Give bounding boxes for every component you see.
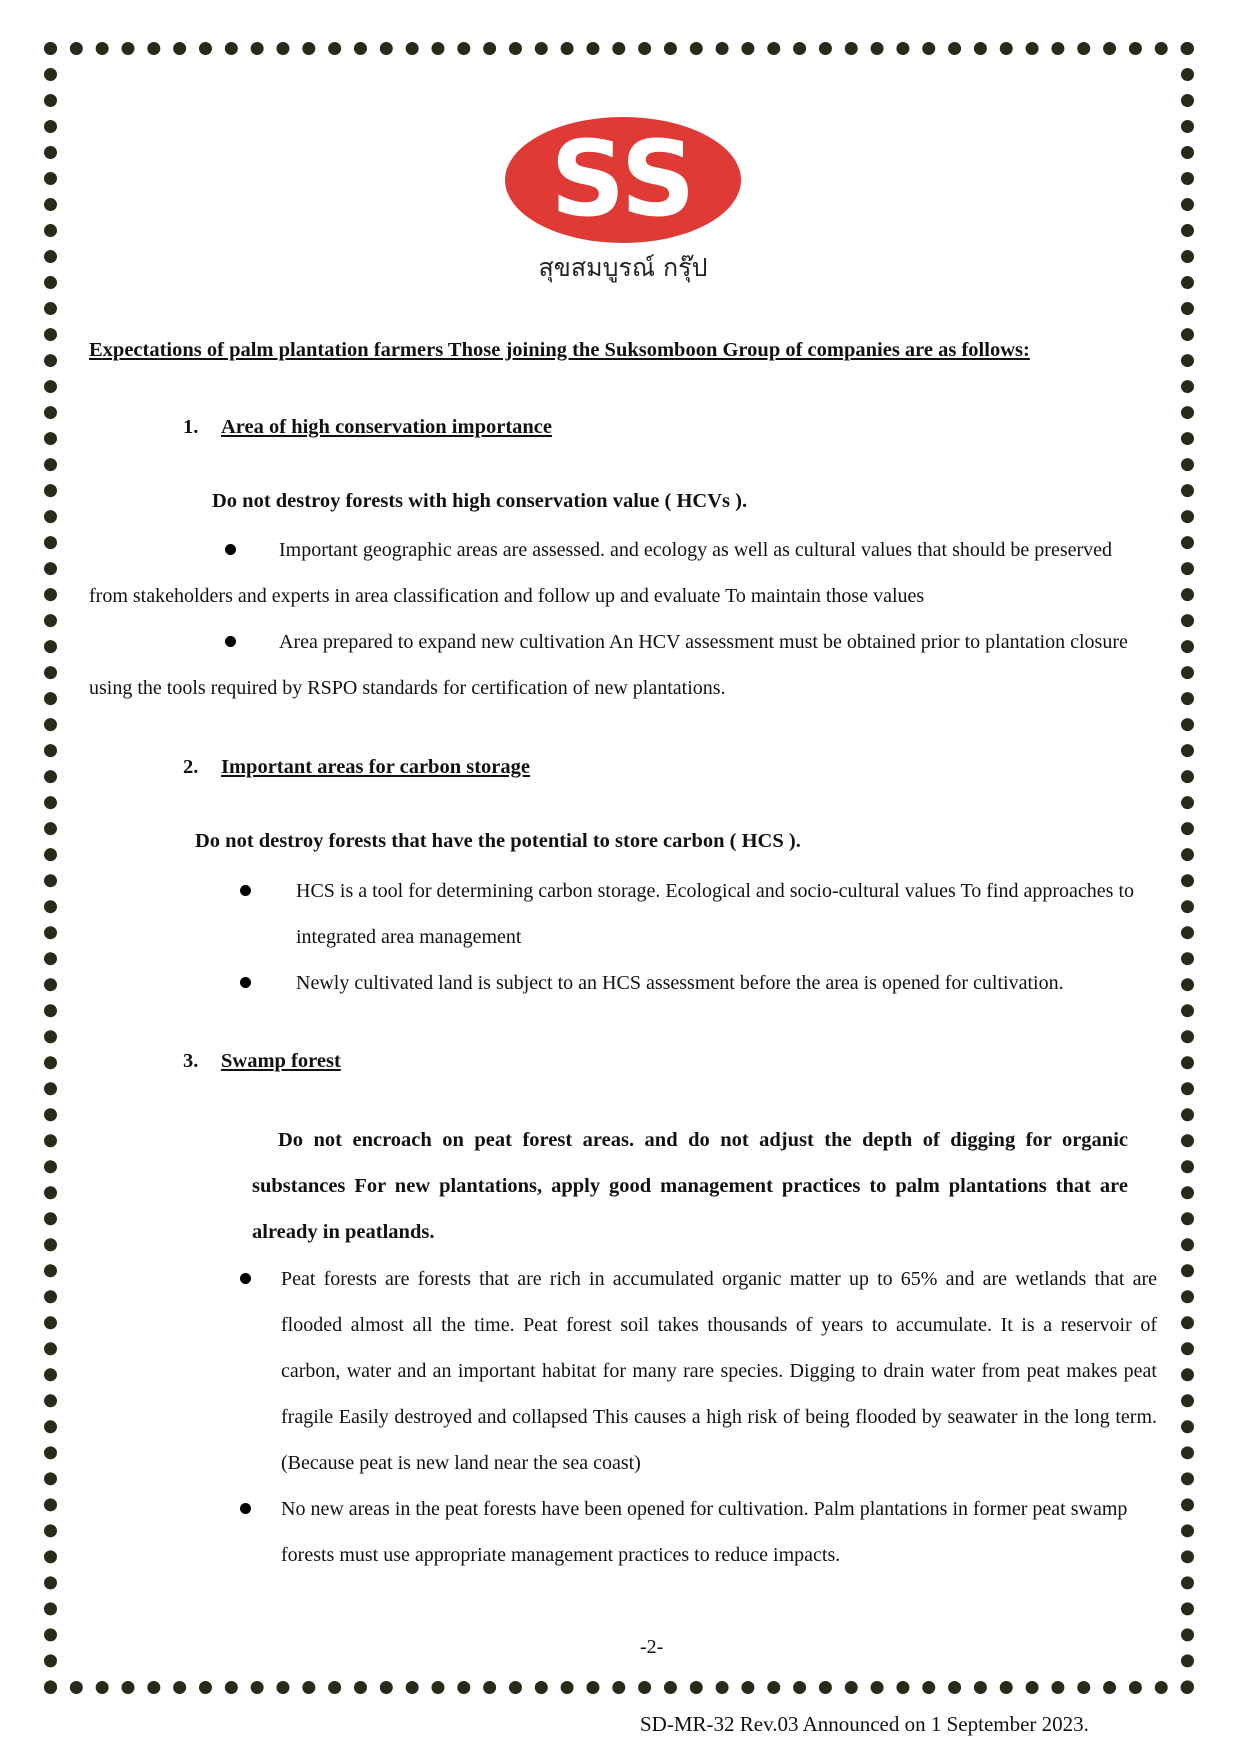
section-3-title — [183, 1050, 341, 1073]
section-label: Swamp forest — [221, 1050, 341, 1072]
section-3-bullet-1: Peat forests are forests that are rich in accumulated organic matter up to 65% and are wetlands that are flooded almost all the time. Peat forest soil takes thousands of years to accumulate. It is a reservoir of carbon, water and an important habitat for many rare species. Digging to drain water from peat makes peat fragile Easily destroyed and collapsed This causes a high risk of being flooded by seawater in the long term. (Because peat is new land near the sea coast) — [281, 1268, 1157, 1474]
section-number: 1. — [183, 416, 199, 438]
section-2-lead: Do not destroy forests that have the potential to store carbon ( HCS ). — [195, 830, 801, 852]
svg-text:SS: SS — [550, 118, 696, 240]
bullet-icon — [240, 977, 251, 988]
section-1-bullet-1: Important geographic areas are assessed. and ecology as well as cultural values that should be preserved from stakeholders and experts in area classification and follow up and evaluate To maintain those values — [89, 539, 1113, 607]
bullet-icon — [240, 1503, 251, 1514]
section-number: 2. — [183, 756, 199, 778]
section-3-lead: Do not encroach on peat forest areas. and do not adjust the depth of digging for organic substances For new plantations, apply good management practices to palm plantations that are already in peatlands. — [252, 1129, 1128, 1243]
section-2-bullet-2: Newly cultivated land is subject to an HCS assessment before the area is opened for cultivation. — [296, 972, 1064, 994]
section-2-bullet-1: HCS is a tool for determining carbon storage. Ecological and socio-cultural values To find approaches to integrated area management — [296, 880, 1134, 948]
section-label: Important areas for carbon storage — [221, 756, 530, 778]
section-number: 3. — [183, 1050, 199, 1072]
document-footer: SD-MR-32 Rev.03 Announced on 1 September 2023. — [640, 1712, 1089, 1736]
section-2-title — [183, 756, 530, 779]
company-logo — [503, 115, 743, 245]
bullet-icon — [240, 1273, 251, 1284]
section-1-bullet-2: Area prepared to expand new cultivation An HCV assessment must be obtained prior to plantation closure using the tools required by RSPO standards for certification of new plantations. — [89, 631, 1128, 699]
section-1-lead: Do not destroy forests with high conservation value ( HCVs ). — [212, 490, 748, 512]
section-label: Area of high conservation importance — [221, 416, 553, 438]
page-heading: Expectations of palm plantation farmers Those joining the Suksomboon Group of companies are as follows: — [89, 339, 1030, 361]
logo-wordmark: สุขสมบูรณ์ กรุ๊ป — [538, 253, 708, 282]
section-3-bullet-2: No new areas in the peat forests have been opened for cultivation. Palm plantations in former peat swamp forests must use appropriate management practices to reduce impacts. — [281, 1498, 1128, 1566]
section-1-title — [183, 416, 552, 439]
page-number: -2- — [640, 1636, 664, 1658]
bullet-icon — [240, 885, 251, 896]
